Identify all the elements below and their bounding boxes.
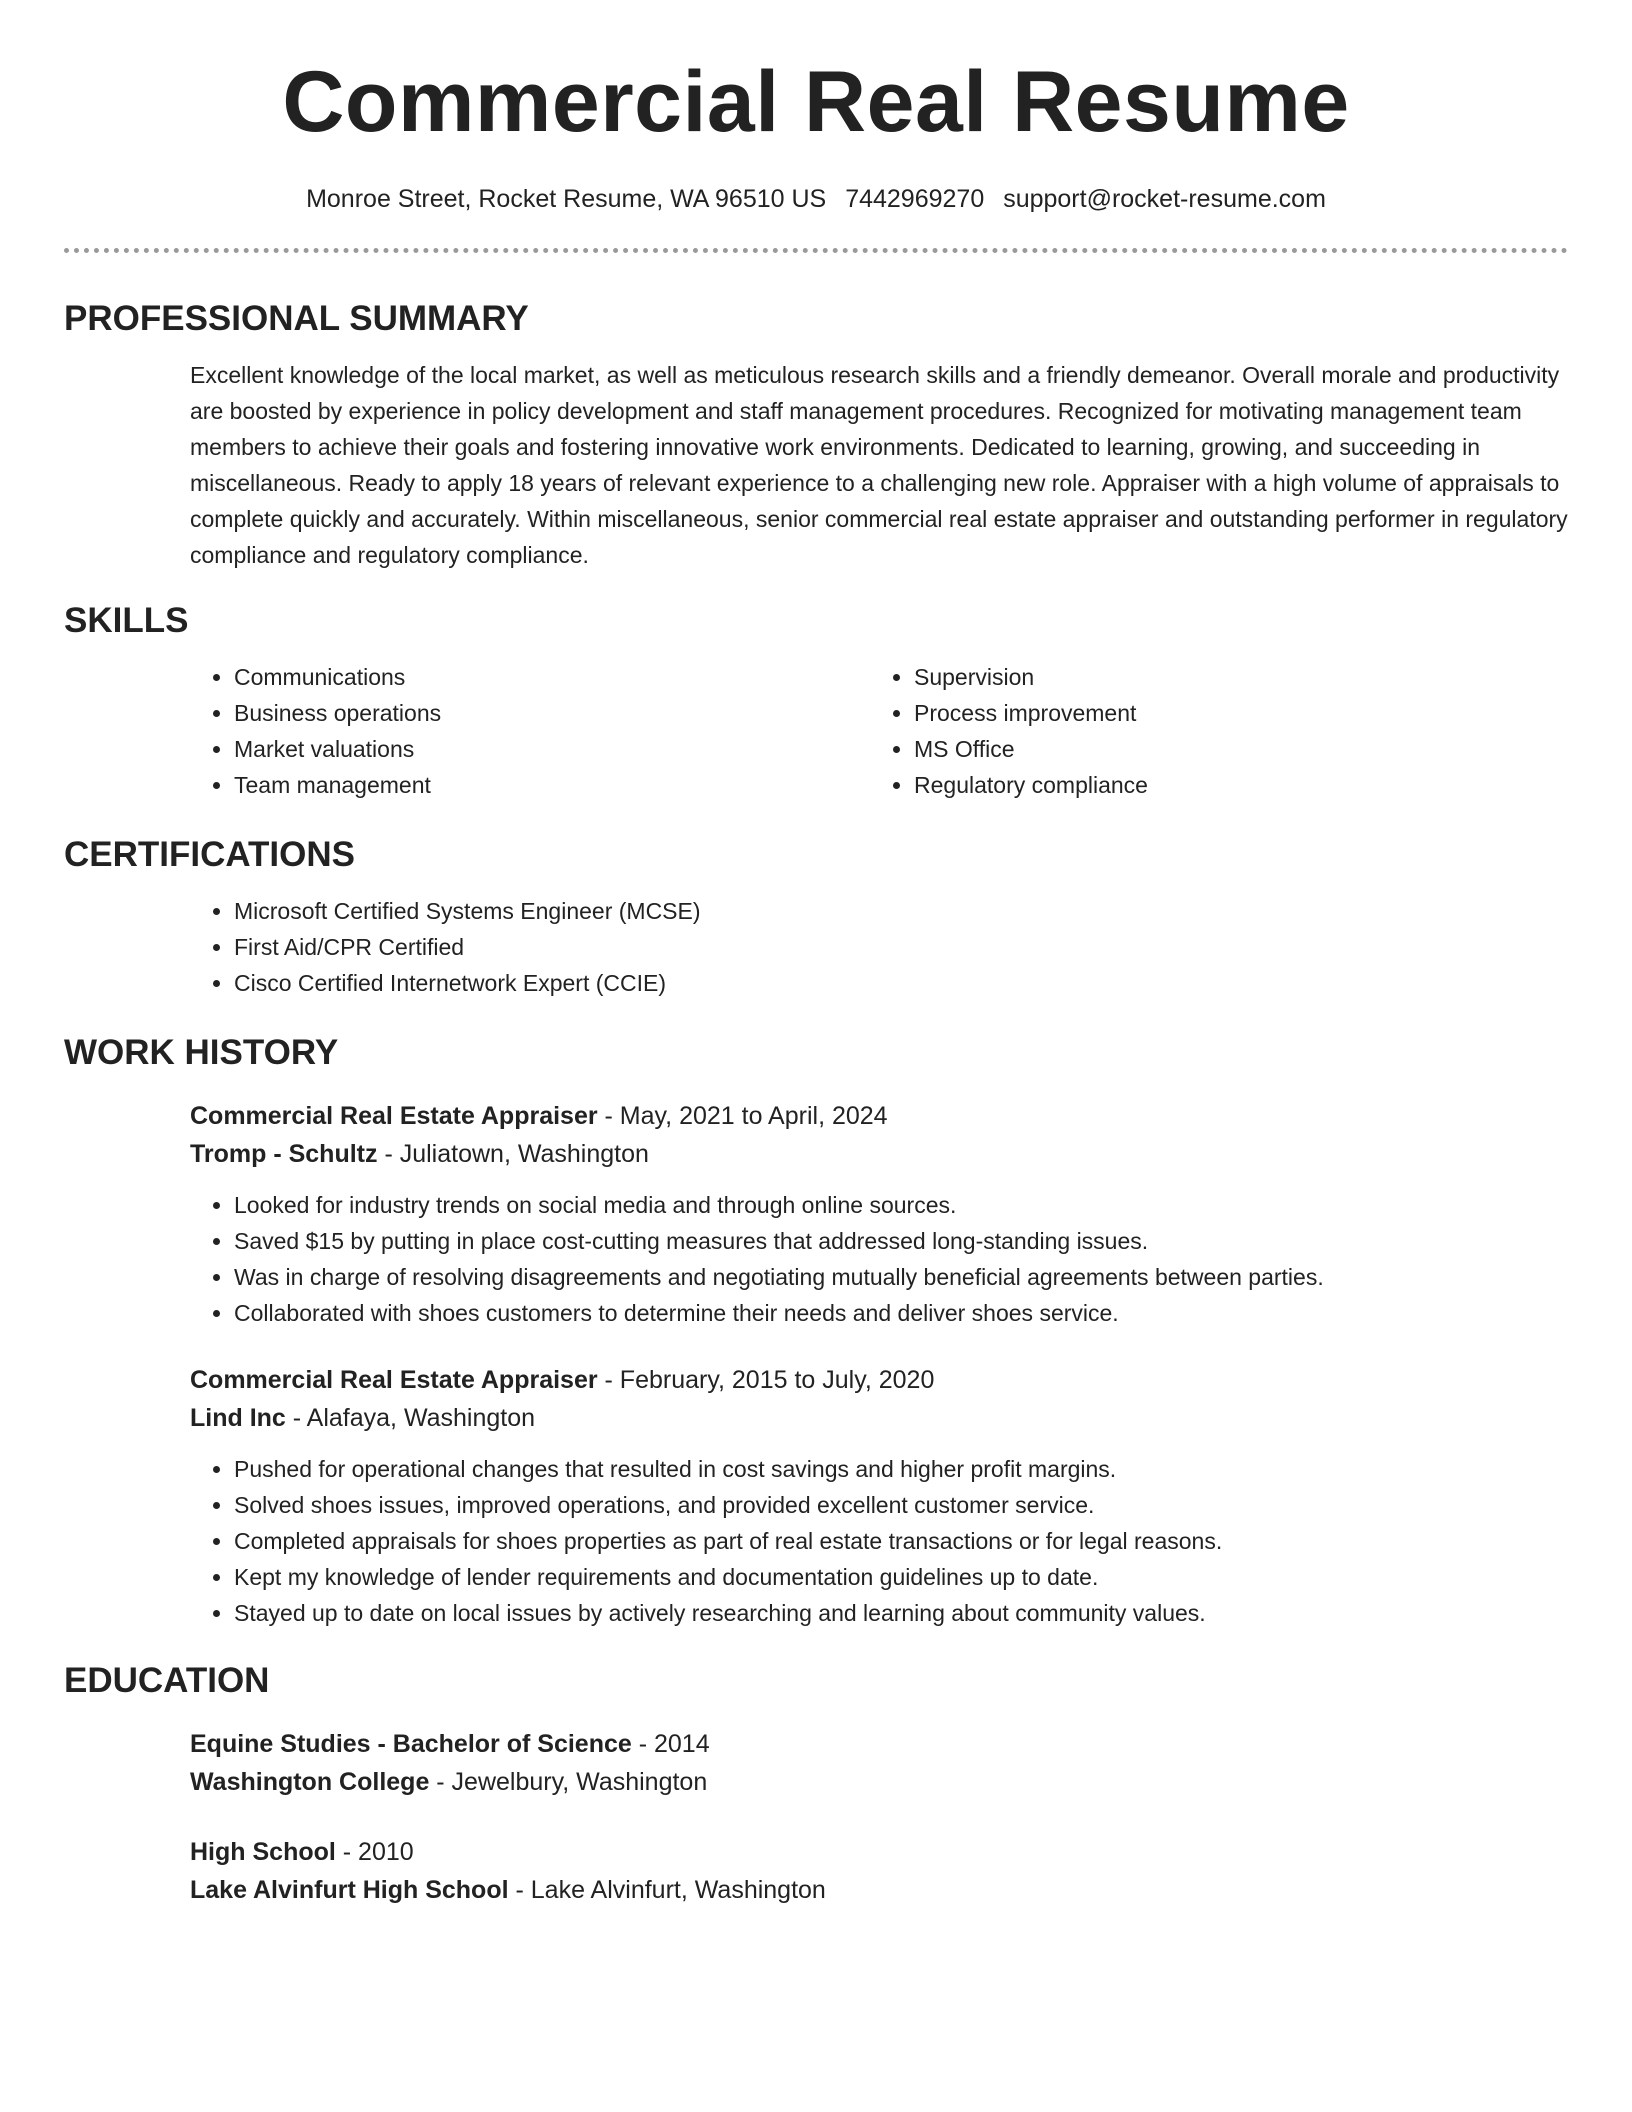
skills-column-right <box>870 659 1550 803</box>
section-professional-summary <box>64 297 1568 573</box>
skill-item: • MS Office <box>914 731 1550 767</box>
skill-item: • Team management <box>234 767 870 803</box>
job-role: Commercial Real Estate Appraiser <box>190 1366 598 1394</box>
education-school: Lake Alvinfurt High School <box>190 1876 509 1904</box>
job-company: Lind Inc <box>190 1404 286 1432</box>
skill-item: • Market valuations <box>234 731 870 767</box>
job-title-line <box>190 1361 1568 1399</box>
education-entry <box>190 1833 1568 1909</box>
header-divider <box>64 248 1568 253</box>
education-entry <box>190 1725 1568 1801</box>
section-education <box>64 1659 1568 1909</box>
job-company-line <box>190 1135 1568 1173</box>
contact-line <box>64 182 1568 216</box>
education-school-line <box>190 1763 1568 1801</box>
job-role: Commercial Real Estate Appraiser <box>190 1102 598 1130</box>
skills-list-left <box>190 659 870 803</box>
skills-column-left <box>190 659 870 803</box>
job-entry <box>190 1361 1568 1631</box>
resume-header <box>64 0 1568 216</box>
candidate-name: Commercial Real Resume <box>282 54 1350 150</box>
job-bullets <box>190 1451 1568 1631</box>
job-bullet: • Collaborated with shoes customers to determine their needs and deliver shoes service. <box>234 1295 1568 1331</box>
section-title-summary: PROFESSIONAL SUMMARY <box>64 299 529 338</box>
section-certifications <box>64 833 1568 1001</box>
job-bullet: • Was in charge of resolving disagreements and negotiating mutually beneficial agreements between parties. <box>234 1259 1568 1295</box>
summary-body <box>190 357 1568 573</box>
certifications-body <box>190 893 1568 1001</box>
job-bullet: • Solved shoes issues, improved operations, and provided excellent customer service. <box>234 1487 1568 1523</box>
contact-address: Monroe Street, Rocket Resume, WA 96510 US <box>306 185 827 213</box>
skill-item: • Business operations <box>234 695 870 731</box>
job-company: Tromp - Schultz <box>190 1140 378 1168</box>
job-company-line <box>190 1399 1568 1437</box>
job-dates: - February, 2015 to July, 2020 <box>597 1366 935 1394</box>
job-dates: - May, 2021 to April, 2024 <box>597 1102 888 1130</box>
skill-item: • Process improvement <box>914 695 1550 731</box>
job-bullet: • Stayed up to date on local issues by actively researching and learning about community values. <box>234 1595 1568 1631</box>
certification-item: • Cisco Certified Internetwork Expert (CCIE) <box>234 965 1568 1001</box>
job-bullet: • Kept my knowledge of lender requirements and documentation guidelines up to date. <box>234 1559 1568 1595</box>
section-title-work-history: WORK HISTORY <box>64 1033 339 1072</box>
education-location: - Lake Alvinfurt, Washington <box>508 1876 826 1904</box>
job-bullet: • Saved $15 by putting in place cost-cutting measures that addressed long-standing issues. <box>234 1223 1568 1259</box>
job-location: - Juliatown, Washington <box>377 1140 649 1168</box>
job-bullet: • Looked for industry trends on social media and through online sources. <box>234 1187 1568 1223</box>
job-bullet: • Completed appraisals for shoes properties as part of real estate transactions or for legal reasons. <box>234 1523 1568 1559</box>
section-title-skills: SKILLS <box>64 601 189 640</box>
section-skills <box>64 599 1568 803</box>
skill-item: • Supervision <box>914 659 1550 695</box>
skills-grid <box>190 659 1568 803</box>
education-degree: High School <box>190 1838 336 1866</box>
education-location: - Jewelbury, Washington <box>429 1768 708 1796</box>
section-title-certifications: CERTIFICATIONS <box>64 835 356 874</box>
job-bullet: • Pushed for operational changes that resulted in cost savings and higher profit margins. <box>234 1451 1568 1487</box>
summary-text: Excellent knowledge of the local market, as well as meticulous research skills and a friendly demeanor. Overall morale and productivity are boosted by experience in policy development and staff management procedures. Recognized for motivating management team members to achieve their goals and fostering innovative work environments. Dedicated to learning, growing, and succeeding in miscellaneous. Ready to apply 18 years of relevant experience to a challenging new role. Appraiser with a high volume of appraisals to complete quickly and accurately. Within miscellaneous, senior commercial real estate appraiser and outstanding performer in regulatory compliance and regulatory compliance. <box>190 362 1568 568</box>
section-title-education: EDUCATION <box>64 1661 270 1700</box>
education-school-line <box>190 1871 1568 1909</box>
certification-item: • First Aid/CPR Certified <box>234 929 1568 965</box>
skill-item: • Communications <box>234 659 870 695</box>
education-year: - 2010 <box>335 1838 414 1866</box>
education-school: Washington College <box>190 1768 430 1796</box>
section-work-history <box>64 1031 1568 1631</box>
contact-phone: 7442969270 <box>845 185 985 213</box>
job-bullets <box>190 1187 1568 1331</box>
education-year: - 2014 <box>631 1730 710 1758</box>
skills-list-right <box>870 659 1550 803</box>
certifications-list <box>190 893 1568 1001</box>
job-location: - Alafaya, Washington <box>285 1404 536 1432</box>
education-degree: Equine Studies - Bachelor of Science <box>190 1730 632 1758</box>
skill-item: • Regulatory compliance <box>914 767 1550 803</box>
certification-item: • Microsoft Certified Systems Engineer (MCSE) <box>234 893 1568 929</box>
job-entry <box>190 1097 1568 1331</box>
contact-email: support@rocket-resume.com <box>1003 185 1326 213</box>
education-degree-line <box>190 1725 1568 1763</box>
education-degree-line <box>190 1833 1568 1871</box>
job-title-line <box>190 1097 1568 1135</box>
